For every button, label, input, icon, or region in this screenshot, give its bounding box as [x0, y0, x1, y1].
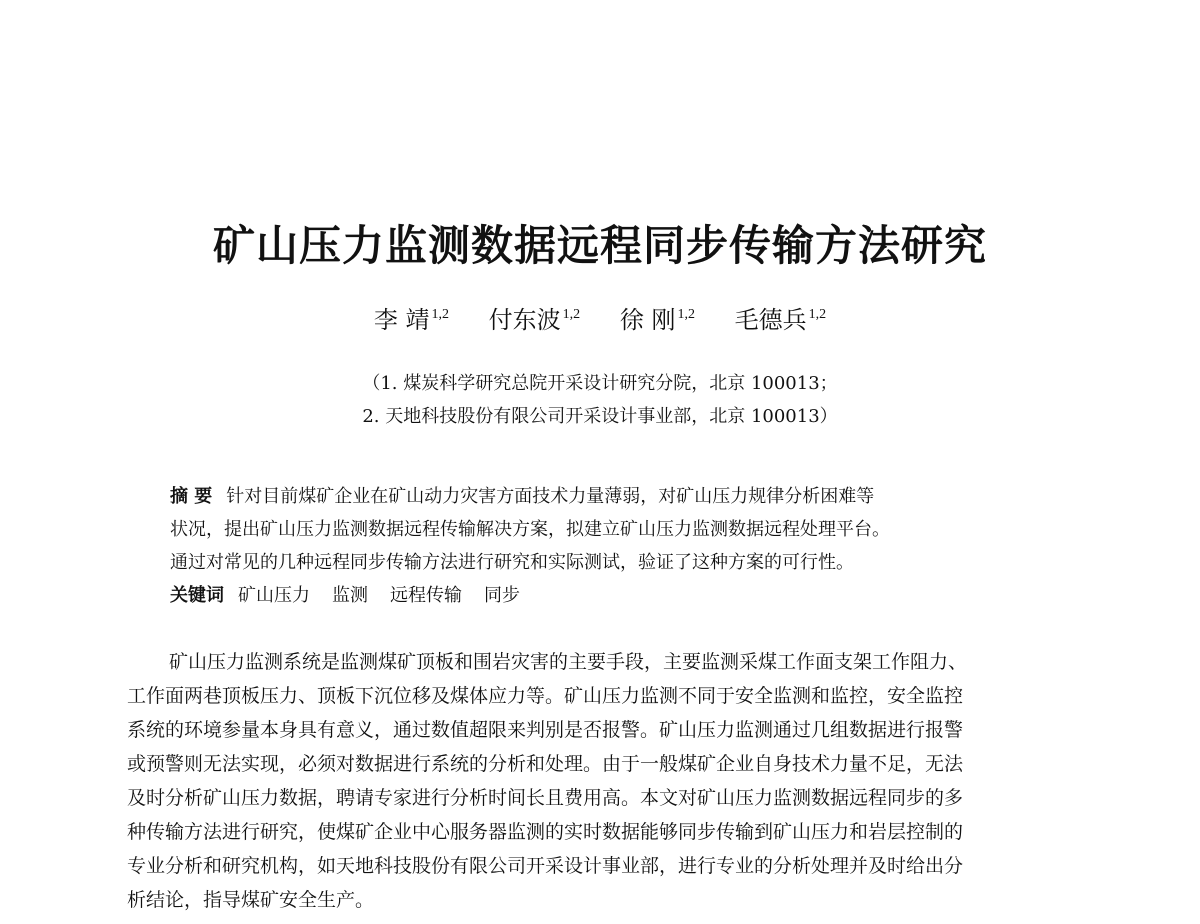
author-list [0, 300, 1200, 335]
author-affiliation-mark: 1,2 [431, 307, 450, 322]
keywords-label: 关键词 [170, 585, 224, 606]
author-name: 李 靖 [373, 306, 430, 334]
body-line: 析结论，指导煤矿安全生产。 [127, 889, 375, 911]
author [735, 300, 827, 335]
author [489, 300, 581, 335]
abstract [170, 480, 1040, 612]
keywords-line [170, 579, 1040, 612]
affiliation-2: 2. 天地科技股份有限公司开采设计事业部，北京 100013） [362, 406, 838, 427]
author-affiliation-mark: 1,2 [808, 307, 827, 322]
author [374, 300, 449, 335]
affiliation-1: （1. 煤炭科学研究总院开采设计研究分院，北京 100013； [362, 373, 838, 394]
body-line: 系统的环境参量本身具有意义，通过数值超限来判别是否报警。矿山压力监测通过几组数据进行报警 [127, 719, 964, 741]
abstract-line [170, 480, 1040, 513]
body-line: 或预警则无法实现，必须对数据进行系统的分析和处理。由于一般煤矿企业自身技术力量不足，无法 [127, 753, 964, 775]
abstract-text: 针对目前煤矿企业在矿山动力灾害方面技术力量薄弱，对矿山压力规律分析困难等 [226, 486, 875, 507]
keyword: 同步 [484, 585, 520, 606]
abstract-label: 摘 要 [170, 486, 213, 507]
keyword: 监测 [332, 585, 368, 606]
paper-title: 矿山压力监测数据远程同步传输方法研究 [212, 221, 987, 270]
body-line: 工作面两巷顶板压力、顶板下沉位移及煤体应力等。矿山压力监测不同于安全监测和监控，安全监控 [127, 685, 964, 707]
author-affiliation-mark: 1,2 [677, 307, 695, 322]
body-line: 专业分析和研究机构，如天地科技股份有限公司开采设计事业部，进行专业的分析处理并及时给出分 [127, 855, 964, 877]
author [620, 300, 695, 335]
author-affiliation-mark: 1,2 [562, 307, 581, 322]
body-paragraph [127, 645, 1073, 917]
abstract-line: 状况，提出矿山压力监测数据远程传输解决方案，拟建立矿山压力监测数据远程处理平台。 [170, 519, 890, 540]
author-name: 毛德兵 [734, 306, 807, 334]
author-name: 徐 刚 [619, 306, 676, 334]
body-line: 矿山压力监测系统是监测煤矿顶板和围岩灾害的主要手段，主要监测采煤工作面支架工作阻力、 [169, 651, 968, 673]
body-line: 种传输方法进行研究，使煤矿企业中心服务器监测的实时数据能够同步传输到矿山压力和岩层控制的 [127, 821, 964, 843]
keyword: 远程传输 [390, 585, 462, 606]
keyword: 矿山压力 [238, 585, 310, 606]
body-line: 及时分析矿山压力数据，聘请专家进行分析时间长且费用高。本文对矿山压力监测数据远程同步的多 [127, 787, 964, 809]
abstract-line: 通过对常见的几种远程同步传输方法进行研究和实际测试，验证了这种方案的可行性。 [170, 552, 854, 573]
author-name: 付东波 [488, 306, 561, 334]
